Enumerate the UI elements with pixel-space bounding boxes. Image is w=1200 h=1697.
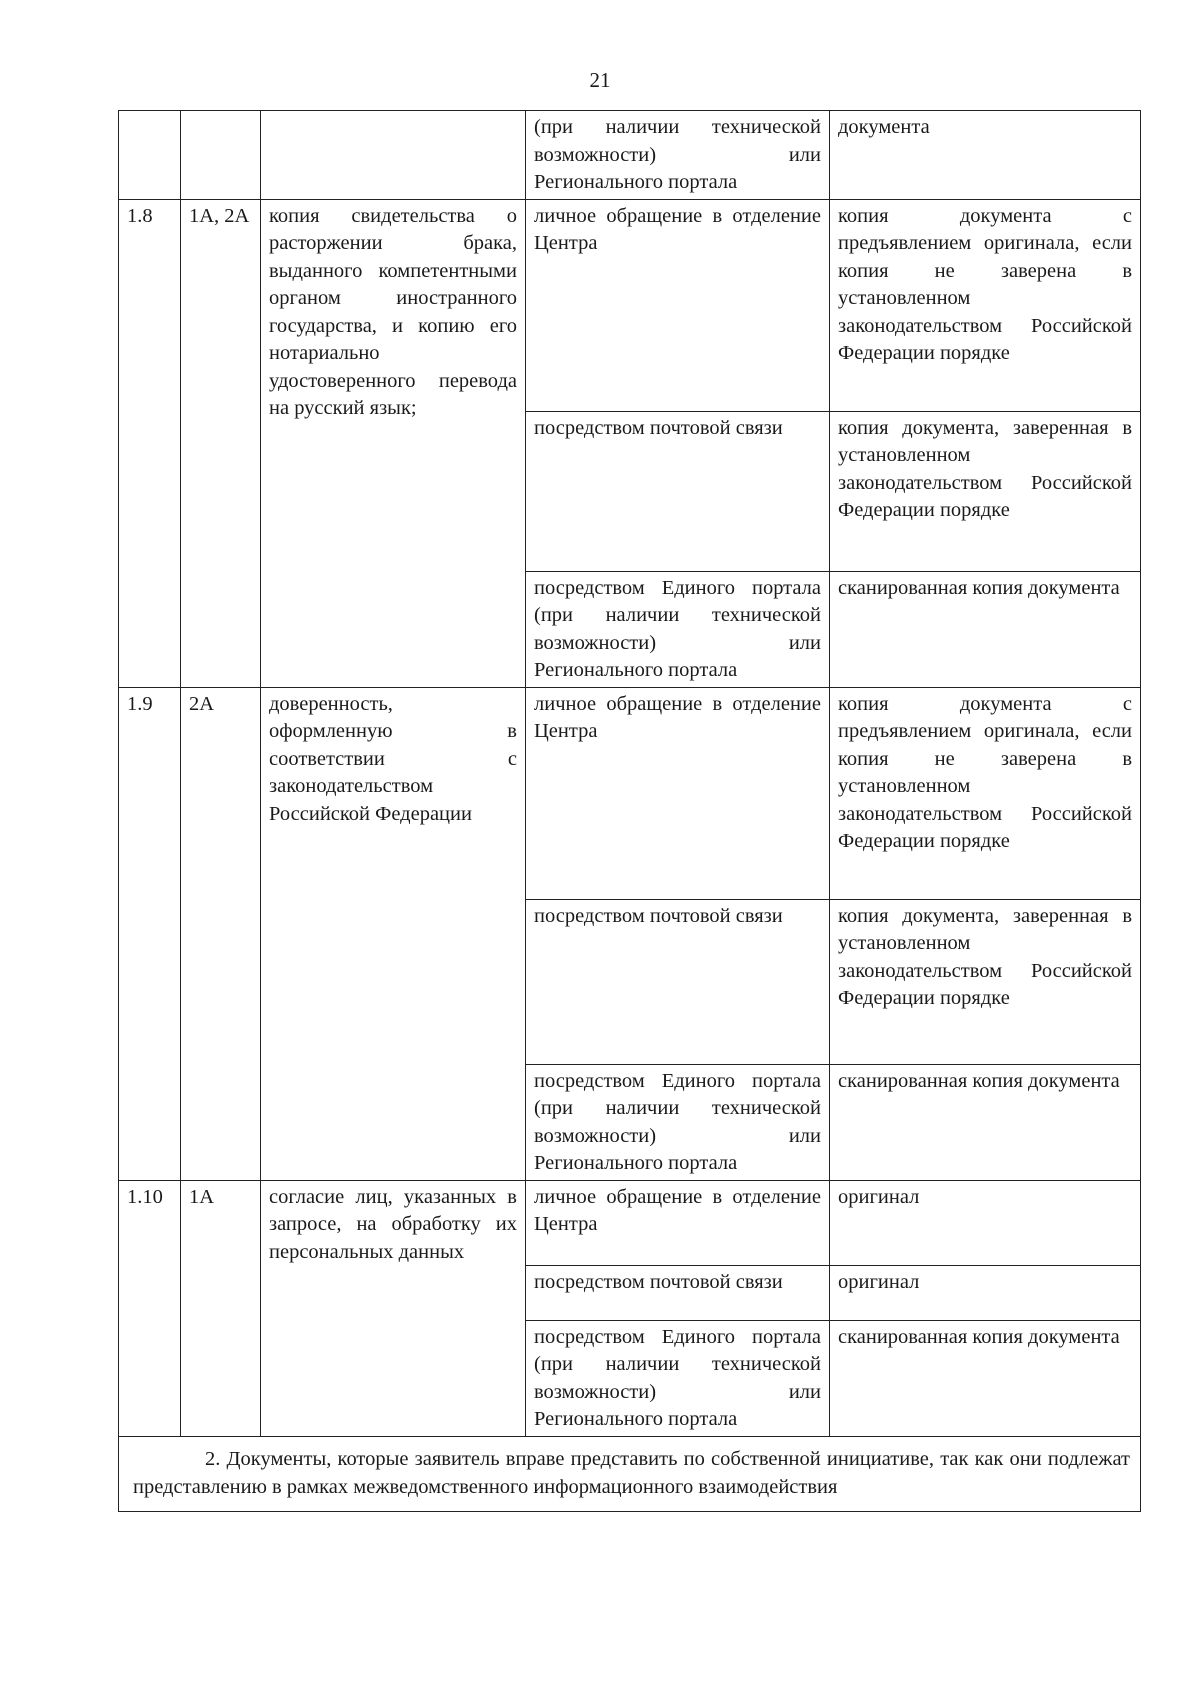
row-method: посредством почтовой связи bbox=[526, 1265, 830, 1320]
documents-table bbox=[118, 110, 1141, 1512]
row-document: копия свидетельства о расторжении брака, выданного компетентными органом иностранного государства, и копию его нотариально удостоверенного перевода на русский язык; bbox=[261, 199, 526, 687]
row-number: 1.8 bbox=[119, 199, 181, 687]
row-form: документа bbox=[830, 111, 1141, 200]
row-method: посредством Единого портала (при наличии технической возможности) или Регионального портала bbox=[526, 1320, 830, 1436]
row-method: личное обращение в отделение Центра bbox=[526, 687, 830, 899]
row-document: доверенность, оформленную в соответствии с законодательством Российской Федерации bbox=[261, 687, 526, 1180]
row-form: сканированная копия документа bbox=[830, 1320, 1141, 1436]
row-method: личное обращение в отделение Центра bbox=[526, 199, 830, 411]
row-method: (при наличии технической возможности) или Регионального портала bbox=[526, 111, 830, 200]
row-method: посредством Единого портала (при наличии технической возможности) или Регионального портала bbox=[526, 1064, 830, 1180]
row-method: посредством почтовой связи bbox=[526, 411, 830, 571]
row-method: посредством почтовой связи bbox=[526, 899, 830, 1064]
row-number: 1.10 bbox=[119, 1180, 181, 1436]
row-category: 1А, 2А bbox=[181, 199, 261, 687]
row-form: оригинал bbox=[830, 1265, 1141, 1320]
table-row bbox=[119, 199, 1141, 411]
table-row bbox=[119, 111, 1141, 200]
row-method: посредством Единого портала (при наличии технической возможности) или Регионального портала bbox=[526, 571, 830, 687]
row-category bbox=[181, 111, 261, 200]
row-number: 1.9 bbox=[119, 687, 181, 1180]
section-heading-cell bbox=[119, 1436, 1141, 1511]
table-row bbox=[119, 1180, 1141, 1265]
table-row bbox=[119, 1436, 1141, 1511]
row-form: сканированная копия документа bbox=[830, 571, 1141, 687]
row-form: копия документа, заверенная в установленном законодательством Российской Федерации порядке bbox=[830, 411, 1141, 571]
row-form: копия документа с предъявлением оригинала, если копия не заверена в установленном законодательством Российской Федерации порядке bbox=[830, 687, 1141, 899]
row-number bbox=[119, 111, 181, 200]
row-category: 2А bbox=[181, 687, 261, 1180]
row-document bbox=[261, 111, 526, 200]
section-heading: 2. Документы, которые заявитель вправе представить по собственной инициативе, так как они подлежат представлению в рамках межведомственного информационного взаимодействия bbox=[133, 1447, 1130, 1498]
row-document: согласие лиц, указанных в запросе, на обработку их персональных данных bbox=[261, 1180, 526, 1436]
row-category: 1А bbox=[181, 1180, 261, 1436]
row-method: личное обращение в отделение Центра bbox=[526, 1180, 830, 1265]
page-number: 21 bbox=[589, 68, 611, 92]
row-form: копия документа с предъявлением оригинала, если копия не заверена в установленном законодательством Российской Федерации порядке bbox=[830, 199, 1141, 411]
row-form: оригинал bbox=[830, 1180, 1141, 1265]
row-form: копия документа, заверенная в установленном законодательством Российской Федерации порядке bbox=[830, 899, 1141, 1064]
row-form: сканированная копия документа bbox=[830, 1064, 1141, 1180]
table-row bbox=[119, 687, 1141, 899]
